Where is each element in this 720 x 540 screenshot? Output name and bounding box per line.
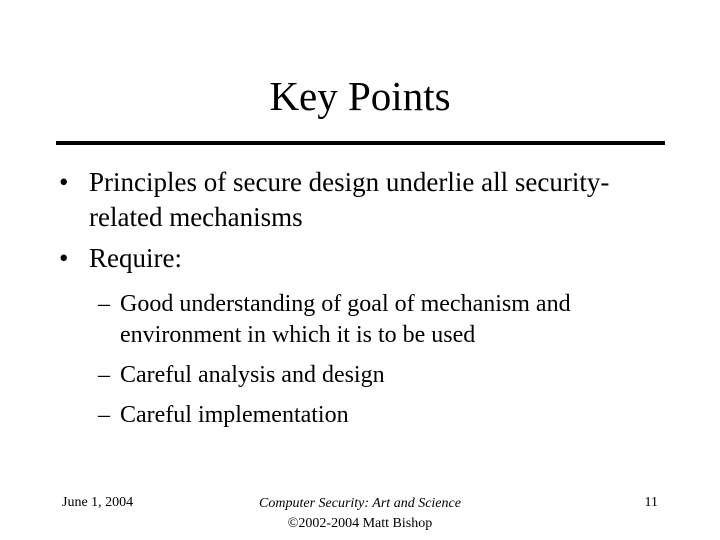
sub-bullet-text: Good understanding of goal of mechanism and environment in which it is to be used <box>120 291 571 348</box>
footer-center <box>210 494 510 534</box>
footer-page-number: 11 <box>644 495 658 510</box>
bullet-list <box>58 165 678 282</box>
bullet-text: Require: <box>89 243 182 273</box>
dash-marker: – <box>98 291 110 317</box>
sub-bullet-item <box>98 400 668 431</box>
bullet-marker: • <box>59 167 69 197</box>
sub-bullet-item <box>98 289 668 351</box>
slide-title: Key Points <box>269 73 451 119</box>
bullet-text: Principles of secure design underlie all security-related mechanisms <box>89 167 610 232</box>
title-divider <box>56 141 665 145</box>
bullet-marker: • <box>59 243 69 273</box>
sub-bullet-item <box>98 360 668 391</box>
sub-bullet-list <box>98 289 668 440</box>
footer-book-title: Computer Security: Art and Science <box>259 496 461 511</box>
bullet-item <box>58 241 678 276</box>
sub-bullet-text: Careful analysis and design <box>120 362 385 388</box>
footer-date: June 1, 2004 <box>62 495 134 510</box>
footer-copyright: ©2002-2004 Matt Bishop <box>287 516 433 531</box>
sub-bullet-text: Careful implementation <box>120 402 349 428</box>
bullet-item <box>58 165 678 235</box>
dash-marker: – <box>98 402 110 428</box>
dash-marker: – <box>98 362 110 388</box>
